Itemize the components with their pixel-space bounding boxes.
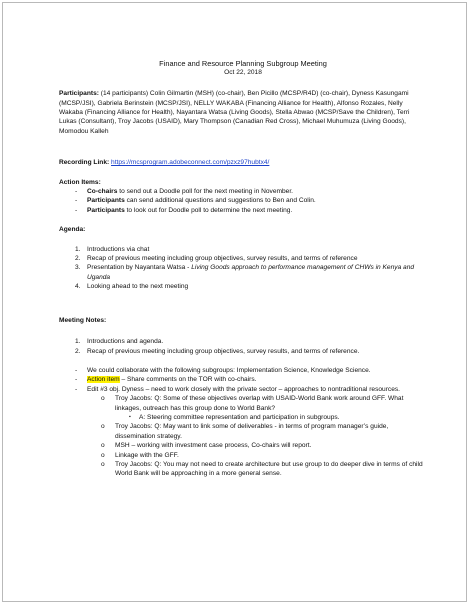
circle-marker: o [101,442,105,450]
agenda-text: Looking ahead to the next meeting [87,283,189,291]
action-item-text: can send additional questions and suggestions to Ben and Colin. [124,197,316,205]
document-page [2,2,467,602]
notes-sub-item [59,441,427,450]
agenda-item [59,282,427,291]
participants-text: (14 participants) Colin Gilmartin (MSH) (co-chair), Ben Picillo (MCSP/R4D) (co-chair), Dyness Kasungami (MCSP/JSI), Gabriela Berinstein (MCSP/JSI), NELLY WAKABA (Financing Alliance for Health), Alfonso Rozales, Nelly Wakaba (Financing Alliance for Health), Nayantara Watsa (Living Goods), Stella Abwao (MCSP/Save the Children), Terri Lukas (Consultant), Troy Jacobs (USAID), Mary Thompson (Canadian Red Cross), Michael Muhumuza (Living Goods), Momodou Kalleh [59,90,410,135]
action-items-heading: Action Items: [59,178,101,186]
agenda-item [59,254,427,263]
notes-bullet-text: We could collaborate with the following subgroups: Implementation Science, Knowledge Science. [87,366,371,374]
notes-sub-text: Troy Jacobs: Q: May want to link some of deliverables - in terms of program manager’s guide, dissemination strategy. [115,423,389,440]
meeting-notes-heading: Meeting Notes: [59,316,107,324]
agenda-italic-text: Living Goods approach to performance management of CHWs in Kenya and Uganda [87,264,415,281]
agenda-number: 3. [75,264,81,272]
notes-bullet [59,385,427,394]
notes-sub-item [59,460,427,479]
notes-bullet-text: Edit #3 obj. Dyness – need to work closely with the private sector – approaches to nontraditional resources. [87,385,401,393]
circle-marker: o [101,423,105,431]
action-item [59,187,427,196]
agenda-number: 1. [75,245,81,253]
recording-label: Recording Link: [59,159,110,167]
notes-subsub-text: A: Steering committee representation and participation in subgroups. [139,413,340,421]
circle-marker: o [101,395,105,403]
action-item [59,196,427,205]
notes-sub-item [59,394,427,413]
agenda-item [59,263,427,282]
action-item-highlight: Action item [87,376,120,384]
action-item-owner: Participants [87,197,125,205]
square-bullet-icon: ▪ [129,413,131,420]
notes-sub-item [59,451,427,460]
notes-number: 2. [75,347,81,355]
action-item-text: to send out a Doodle poll for the next meeting in November. [117,188,293,196]
recording-paragraph [59,158,427,167]
recording-link[interactable]: https://mcsprogram.adobeconnect.com/pzxz97hubtx4/ [111,159,270,167]
doc-title: Finance and Resource Planning Subgroup Meeting [159,59,327,68]
action-item [59,206,427,215]
notes-bullet-list [59,366,427,479]
agenda-number: 4. [75,283,81,291]
notes-item [59,347,427,356]
notes-sub-text: MSH – working with investment case process, Co-chairs will report. [115,442,312,450]
action-items-list [59,187,427,215]
dash-marker: - [75,376,78,384]
action-item-text: to look out for Doodle poll to determine the next meeting. [124,206,293,214]
agenda-item [59,245,427,254]
notes-bullet-text: – Share comments on the TOR with co-chairs. [119,376,257,384]
participants-paragraph [59,89,427,136]
notes-numbered-list [59,337,427,356]
dash-marker: - [75,206,78,214]
agenda-heading: Agenda: [59,226,86,234]
agenda-list [59,245,427,292]
agenda-text: Presentation by Nayantara Watsa - [87,264,192,272]
dash-marker: - [75,188,78,196]
dash-marker: - [75,197,78,205]
notes-text: Recap of previous meeting including group objectives, survey results, and terms of reference. [87,347,360,355]
notes-item [59,337,427,346]
action-item-owner: Co-chairs [87,188,118,196]
document-content [59,59,427,479]
agenda-number: 2. [75,255,81,263]
doc-date: Oct 22, 2018 [224,69,262,77]
participants-label: Participants: [59,90,99,98]
agenda-text: Introductions via chat [87,245,150,253]
notes-text: Introductions and agenda. [87,338,164,346]
notes-number: 1. [75,338,81,346]
circle-marker: o [101,460,105,468]
notes-sub-text: Troy Jacobs: Q: Some of these objectives overlap with USAID-World Bank work around GFF. What linkages, outreach has this group done to World Bank? [115,395,404,412]
notes-sub-text: Troy Jacobs: Q: You may not need to create architecture but use group to do deeper dive in terms of child World Bank will be approaching in a more general sense. [115,460,423,478]
action-item-owner: Participants [87,206,125,214]
dash-marker: - [75,385,78,393]
notes-bullet [59,375,427,384]
notes-subsub-item [59,413,427,422]
notes-sub-item [59,422,427,441]
agenda-text: Recap of previous meeting including group objectives, survey results, and terms of reference [87,255,358,263]
notes-sub-text: Linkage with the GFF. [115,451,179,459]
dash-marker: - [75,366,78,374]
circle-marker: o [101,451,105,459]
notes-bullet [59,366,427,375]
